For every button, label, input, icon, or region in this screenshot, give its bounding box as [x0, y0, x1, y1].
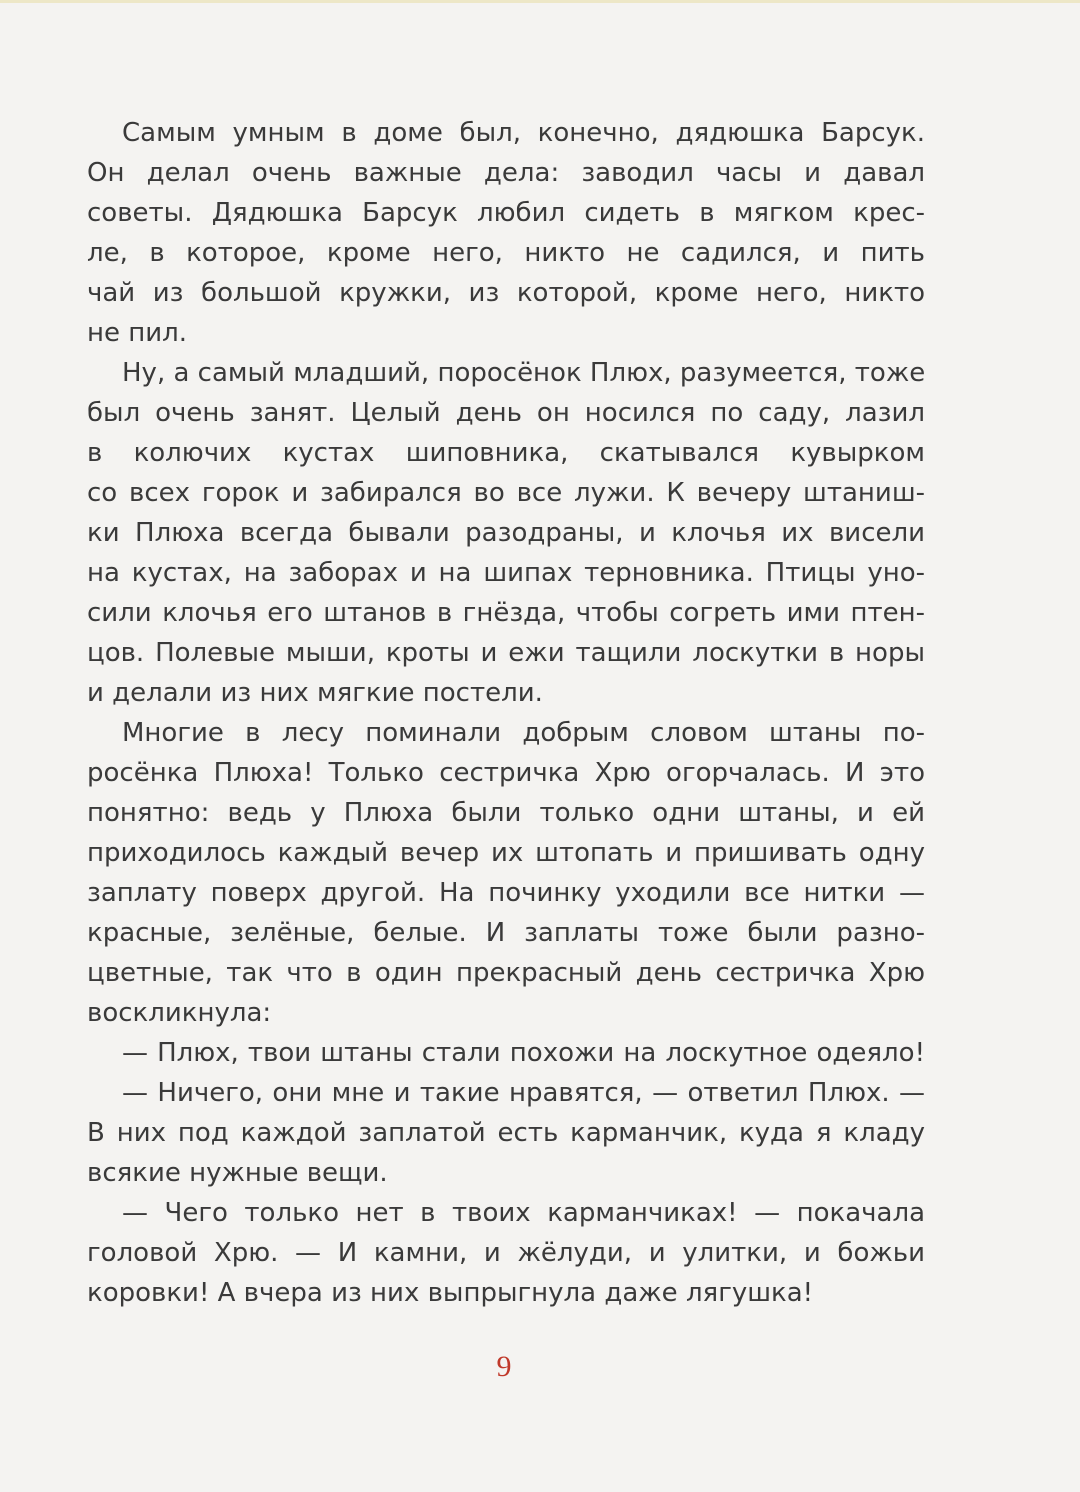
text-line: Он делал очень важные дела: заводил часы и давал — [87, 158, 925, 188]
text-line: чай из большой кружки, из которой, кроме него, никто — [87, 278, 925, 308]
text-line: — Ничего, они мне и такие нравятся, — ответил Плюх. — — [122, 1078, 925, 1108]
text-line: В них под каждой заплатой есть карманчик, куда я кладу — [87, 1118, 925, 1148]
text-line: всякие нужные вещи. — [87, 1158, 388, 1188]
page-number: 9 — [496, 1350, 512, 1383]
text-line: был очень занят. Целый день он носился по саду, лазил — [87, 398, 925, 428]
text-line: красные, зелёные, белые. И заплаты тоже были разно- — [87, 918, 925, 948]
text-line: советы. Дядюшка Барсук любил сидеть в мягком крес- — [87, 198, 925, 228]
text-line: приходилось каждый вечер их штопать и пришивать одну — [87, 838, 925, 868]
text-line: на кустах, на заборах и на шипах терновника. Птицы уно- — [87, 558, 925, 588]
text-line: коровки! А вчера из них выпрыгнула даже лягушка! — [87, 1278, 814, 1308]
text-line: не пил. — [87, 318, 188, 348]
text-line: цветные, так что в один прекрасный день сестричка Хрю — [87, 958, 925, 988]
text-line: Многие в лесу поминали добрым словом штаны по- — [122, 718, 925, 748]
text-line: цов. Полевые мыши, кроты и ежи тащили лоскутки в норы — [87, 638, 925, 668]
text-line: — Плюх, твои штаны стали похожи на лоскутное одеяло! — [122, 1038, 925, 1068]
text-line: ки Плюха всегда бывали разодраны, и клочья их висели — [87, 518, 925, 548]
text-line: Ну, а самый младший, поросёнок Плюх, разумеется, тоже — [122, 358, 926, 388]
text-line: Самым умным в доме был, конечно, дядюшка Барсук. — [122, 118, 925, 148]
text-line: сили клочья его штанов в гнёзда, чтобы согреть ими птен- — [87, 598, 925, 628]
text-line: и делали из них мягкие постели. — [87, 678, 543, 708]
text-line: воскликнула: — [87, 998, 272, 1028]
text-line: ле, в которое, кроме него, никто не садился, и пить — [87, 238, 925, 268]
text-line: со всех горок и забирался во все лужи. К вечеру штаниш- — [87, 478, 925, 508]
text-line: росёнка Плюха! Только сестричка Хрю огорчалась. И это — [87, 758, 925, 788]
text-line: — Чего только нет в твоих карманчиках! — покачала — [122, 1198, 925, 1228]
text-line: в колючих кустах шиповника, скатывался кувырком — [87, 438, 925, 468]
text-line: понятно: ведь у Плюха были только одни штаны, и ей — [87, 798, 925, 828]
text-line: головой Хрю. — И камни, и жёлуди, и улитки, и божьи — [87, 1238, 925, 1268]
text-line: заплату поверх другой. На починку уходили все нитки — — [87, 878, 925, 908]
